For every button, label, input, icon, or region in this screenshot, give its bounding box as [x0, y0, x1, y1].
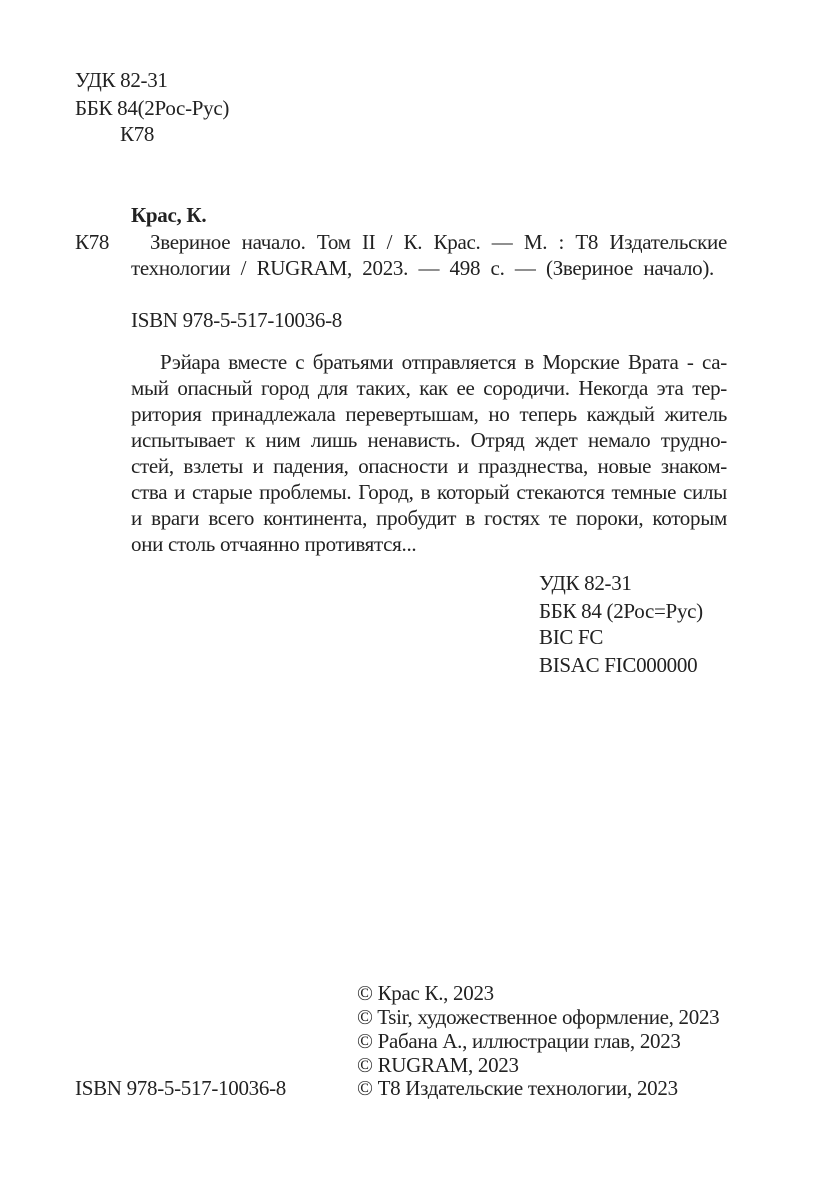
- annotation-line: ства и старые проблемы. Город, в который стекаются темные силы: [131, 480, 727, 504]
- copyright-line: © Tsir, художественное оформление, 2023: [357, 1005, 720, 1029]
- footer-isbn: ISBN 978-5-517-10036-8: [75, 1076, 286, 1100]
- annotation-line: Рэйара вместе с братьями отправляется в Морские Врата - са-: [160, 350, 727, 374]
- author-mark: К78: [120, 122, 155, 146]
- author-name: Крас, К.: [131, 203, 207, 227]
- annotation-line: они столь отчаянно противятся...: [131, 532, 417, 556]
- isbn: ISBN 978-5-517-10036-8: [131, 308, 342, 332]
- copyright-line: © Т8 Издательские технологии, 2023: [357, 1076, 678, 1100]
- bbk-code: ББК 84(2Рос-Рус): [75, 96, 230, 120]
- copyright-line: © Крас К., 2023: [357, 981, 494, 1005]
- annotation-line: мый опасный город для таких, как ее сородичи. Некогда эта тер-: [131, 376, 727, 400]
- description-line: Звериное начало. Том II / К. Крас. — М. : Т8 Издательские: [150, 230, 727, 254]
- annotation-line: испытывает к ним лишь ненависть. Отряд ждет немало трудно-: [131, 428, 727, 452]
- annotation-line: и враги всего континента, пробудит в гостях те пороки, которым: [131, 506, 727, 530]
- udk-code: УДК 82-31: [539, 571, 632, 595]
- card-author-mark: К78: [75, 230, 110, 254]
- bbk-code: ББК 84 (2Рос=Рус): [539, 599, 703, 623]
- description-line: технологии / RUGRAM, 2023. — 498 с. — (Звериное начало).: [131, 256, 714, 280]
- annotation-line: стей, взлеты и падения, опасности и празднества, новые знаком-: [131, 454, 727, 478]
- copyright-line: © RUGRAM, 2023: [357, 1053, 519, 1077]
- annotation-line: ритория принадлежала перевертышам, но теперь каждый житель: [131, 402, 727, 426]
- bisac-code: BISAC FIC000000: [539, 653, 698, 677]
- bic-code: BIC FC: [539, 625, 604, 649]
- copyright-line: © Рабана А., иллюстрации глав, 2023: [357, 1029, 681, 1053]
- udk-code: УДК 82-31: [75, 68, 168, 92]
